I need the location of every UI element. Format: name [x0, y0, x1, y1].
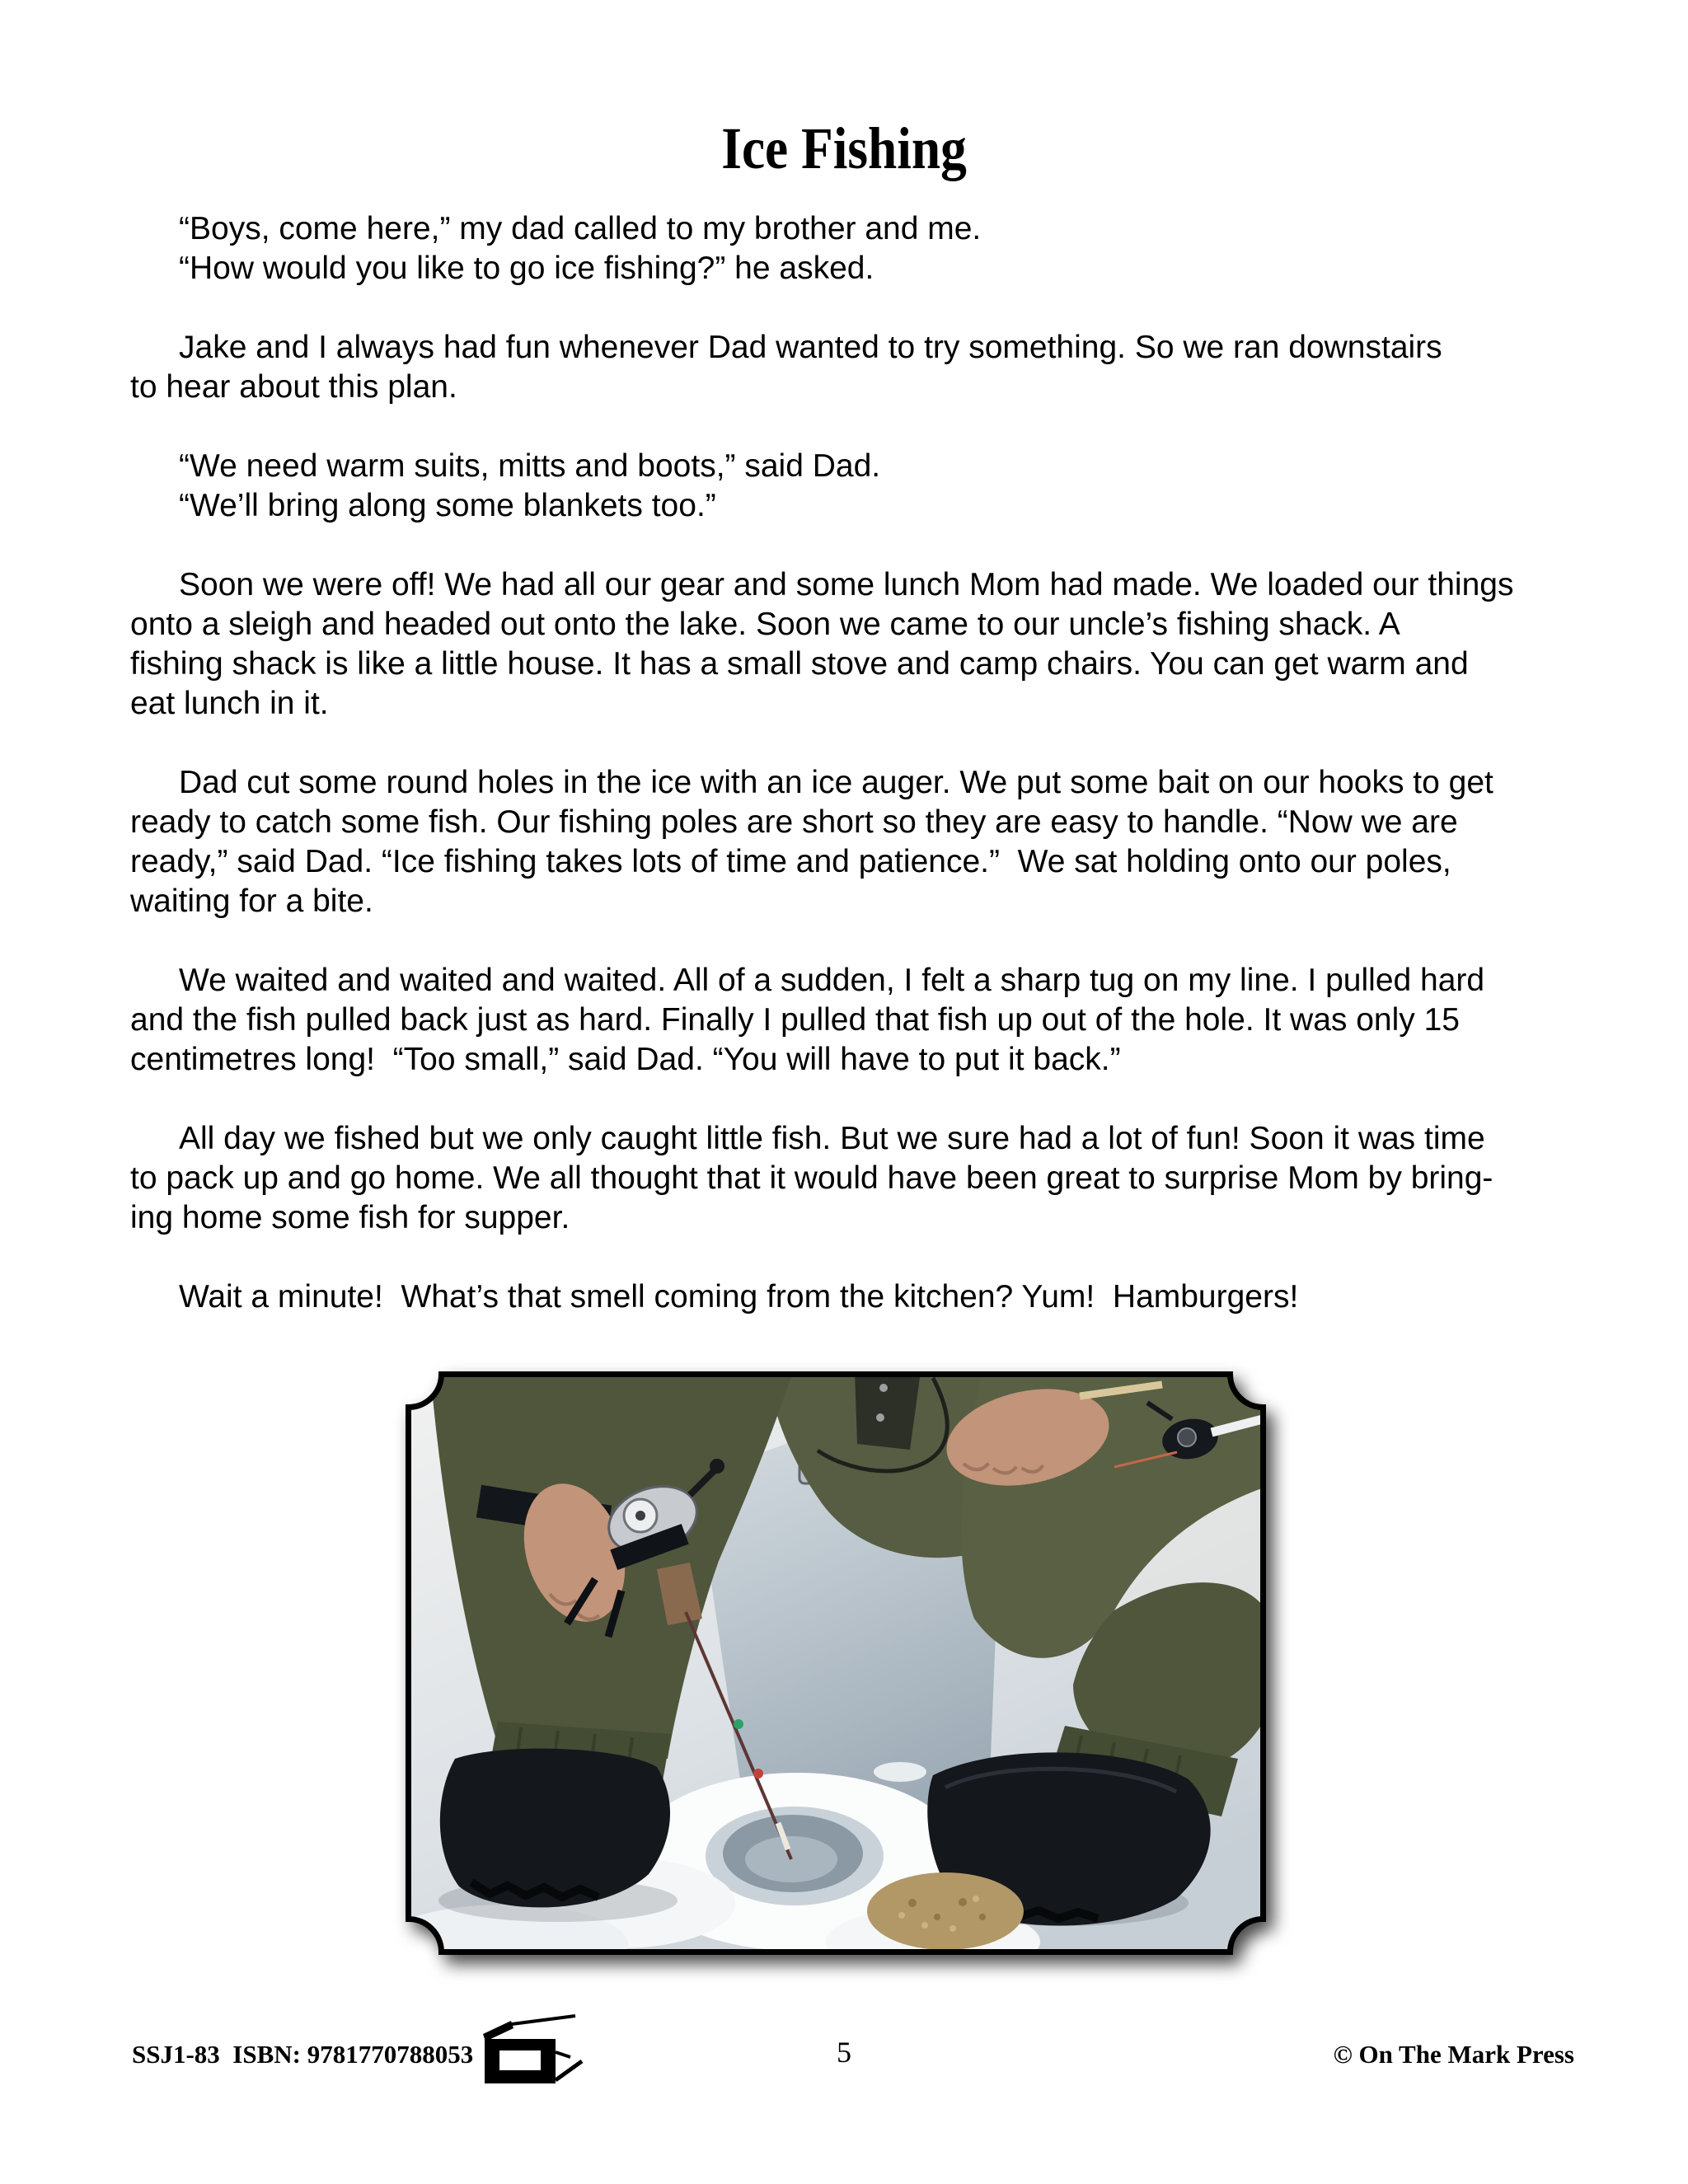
story-paragraph [130, 1277, 1614, 1317]
story-paragraph [130, 763, 1614, 921]
story-paragraph [130, 565, 1614, 724]
story-line: waiting for a bite. [130, 883, 373, 919]
snap-button [876, 1413, 884, 1422]
story-paragraph [130, 961, 1614, 1080]
story-text [130, 209, 1614, 1357]
story-line: to hear about this plan. [130, 369, 457, 405]
story-line: ready,” said Dad. “Ice fishing takes lots of time and patience.” We sat holding onto our poles, [130, 844, 1451, 879]
story-line: and the fish pulled back just as hard. Finally I pulled that fish up out of the hole. It was only 15 [130, 1002, 1460, 1038]
rod-marker-green [734, 1719, 743, 1729]
rod-marker-red [753, 1769, 763, 1779]
bait-pile [867, 1872, 1024, 1950]
story-paragraph [130, 209, 1614, 288]
story-line: ing home some fish for supper. [130, 1200, 570, 1235]
story-line: to pack up and go home. We all thought that it would have been great to surprise Mom by bring- [130, 1160, 1493, 1196]
story-line: eat lunch in it. [130, 686, 329, 721]
story-paragraph [130, 447, 1614, 526]
story-line: fishing shack is like a little house. It has a small stove and camp chairs. You can get warm and [130, 646, 1469, 682]
footer-code-isbn: SSJ1-83 ISBN: 9781770788053 [132, 2040, 474, 2069]
story-line: onto a sleigh and headed out onto the lake. Soon we came to our uncle’s fishing shack. A [130, 607, 1400, 642]
page-title [0, 115, 1688, 181]
press-logo-icon [483, 2014, 590, 2093]
story-photo [406, 1371, 1266, 1955]
story-line: centimetres long! “Too small,” said Dad. “You will have to put it back.” [130, 1042, 1121, 1077]
snap-button [879, 1384, 888, 1392]
ice-fishing-photo [406, 1371, 1266, 1955]
story-line: Soon we were off! We had all our gear and some lunch Mom had made. We loaded our things [179, 567, 1514, 602]
story-line: Jake and I always had fun whenever Dad wanted to try something. So we ran downstairs [179, 330, 1442, 365]
page-title-text: Ice Fishing [721, 115, 967, 181]
ice-chunk [874, 1762, 926, 1782]
story-paragraph [130, 1119, 1614, 1238]
story-line: Wait a minute! What’s that smell coming from the kitchen? Yum! Hamburgers! [179, 1279, 1299, 1315]
story-line: “We’ll bring along some blankets too.” [179, 488, 716, 523]
footer-copyright: © On The Mark Press [1333, 2040, 1574, 2069]
jacket-placket [855, 1371, 921, 1450]
story-line: Dad cut some round holes in the ice with an ice auger. We put some bait on our hooks to get [179, 765, 1493, 800]
story-line: ready to catch some fish. Our fishing poles are short so they are easy to handle. “Now we are [130, 804, 1458, 840]
story-line: “Boys, come here,” my dad called to my brother and me. [179, 211, 982, 246]
page-number: 5 [837, 2036, 851, 2069]
story-line: “How would you like to go ice fishing?” he asked. [179, 251, 874, 286]
story-line: We waited and waited and waited. All of a sudden, I felt a sharp tug on my line. I pulled hard [179, 963, 1485, 998]
story-line: All day we fished but we only caught little fish. But we sure had a lot of fun! Soon it was time [179, 1121, 1485, 1156]
story-paragraph [130, 328, 1614, 407]
story-line: “We need warm suits, mitts and boots,” said Dad. [179, 448, 881, 484]
